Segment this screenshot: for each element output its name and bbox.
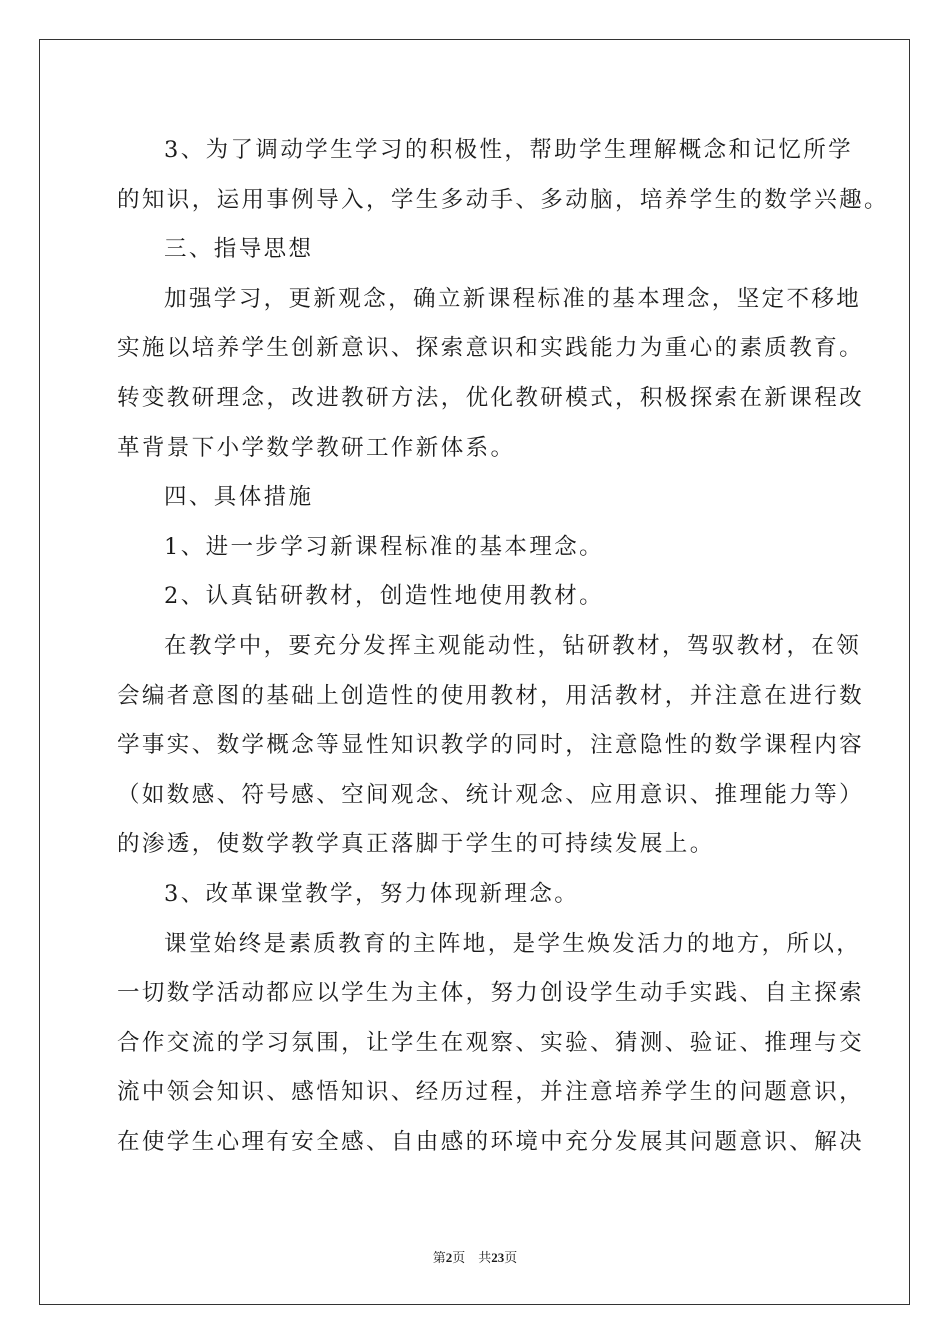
text-line: 会编者意图的基础上创造性的使用教材，用活教材，并注意在进行数 <box>117 682 865 709</box>
text-line: 学事实、数学概念等显性知识教学的同时，注意隐性的数学课程内容 <box>117 732 865 759</box>
text-line: 2、认真钻研教材，创造性地使用教材。 <box>164 583 605 610</box>
text-line: 合作交流的学习氛围，让学生在观察、实验、猜测、验证、推理与交 <box>117 1029 865 1056</box>
text-line: 转变教研理念，改进教研方法，优化教研模式，积极探索在新课程改 <box>117 384 865 411</box>
page-footer <box>0 1247 950 1266</box>
text-line: 实施以培养学生创新意识、探索意识和实践能力为重心的素质教育。 <box>117 335 865 362</box>
text-line: 的渗透，使数学教学真正落脚于学生的可持续发展上。 <box>117 831 715 858</box>
text-line: 加强学习，更新观念，确立新课程标准的基本理念，坚定不移地 <box>164 285 862 312</box>
text-line: 1、进一步学习新课程标准的基本理念。 <box>164 533 605 560</box>
text-line: 课堂始终是素质教育的主阵地，是学生焕发活力的地方，所以， <box>164 930 862 957</box>
footer-current-page: 2 <box>445 1250 453 1265</box>
footer-prefix: 第 <box>432 1251 446 1266</box>
text-line: 流中领会知识、感悟知识、经历过程，并注意培养学生的问题意识， <box>117 1079 865 1106</box>
footer-suffix: 页 <box>504 1251 518 1266</box>
text-line: （如数感、符号感、空间观念、统计观念、应用意识、推理能力等） <box>117 781 865 808</box>
text-line: 四、具体措施 <box>164 484 314 511</box>
text-line: 一切数学活动都应以学生为主体，努力创设学生动手实践、自主探索 <box>117 980 865 1007</box>
text-line: 三、指导思想 <box>164 236 314 263</box>
text-line: 3、为了调动学生学习的积极性，帮助学生理解概念和记忆所学 <box>164 137 854 163</box>
text-line: 在使学生心理有安全感、自由感的环境中充分发展其问题意识、解决 <box>117 1128 865 1155</box>
text-line: 的知识，运用事例导入，学生多动手、多动脑，培养学生的数学兴趣。 <box>117 186 889 213</box>
footer-total-pages: 23 <box>491 1250 505 1265</box>
text-line: 革背景下小学数学教研工作新体系。 <box>117 434 516 461</box>
footer-mid: 页 共 <box>452 1251 492 1266</box>
text-line: 3、改革课堂教学，努力体现新理念。 <box>164 880 580 907</box>
text-line: 在教学中，要充分发挥主观能动性，钻研教材，驾驭教材，在领 <box>164 632 862 659</box>
document-body <box>117 126 889 1167</box>
